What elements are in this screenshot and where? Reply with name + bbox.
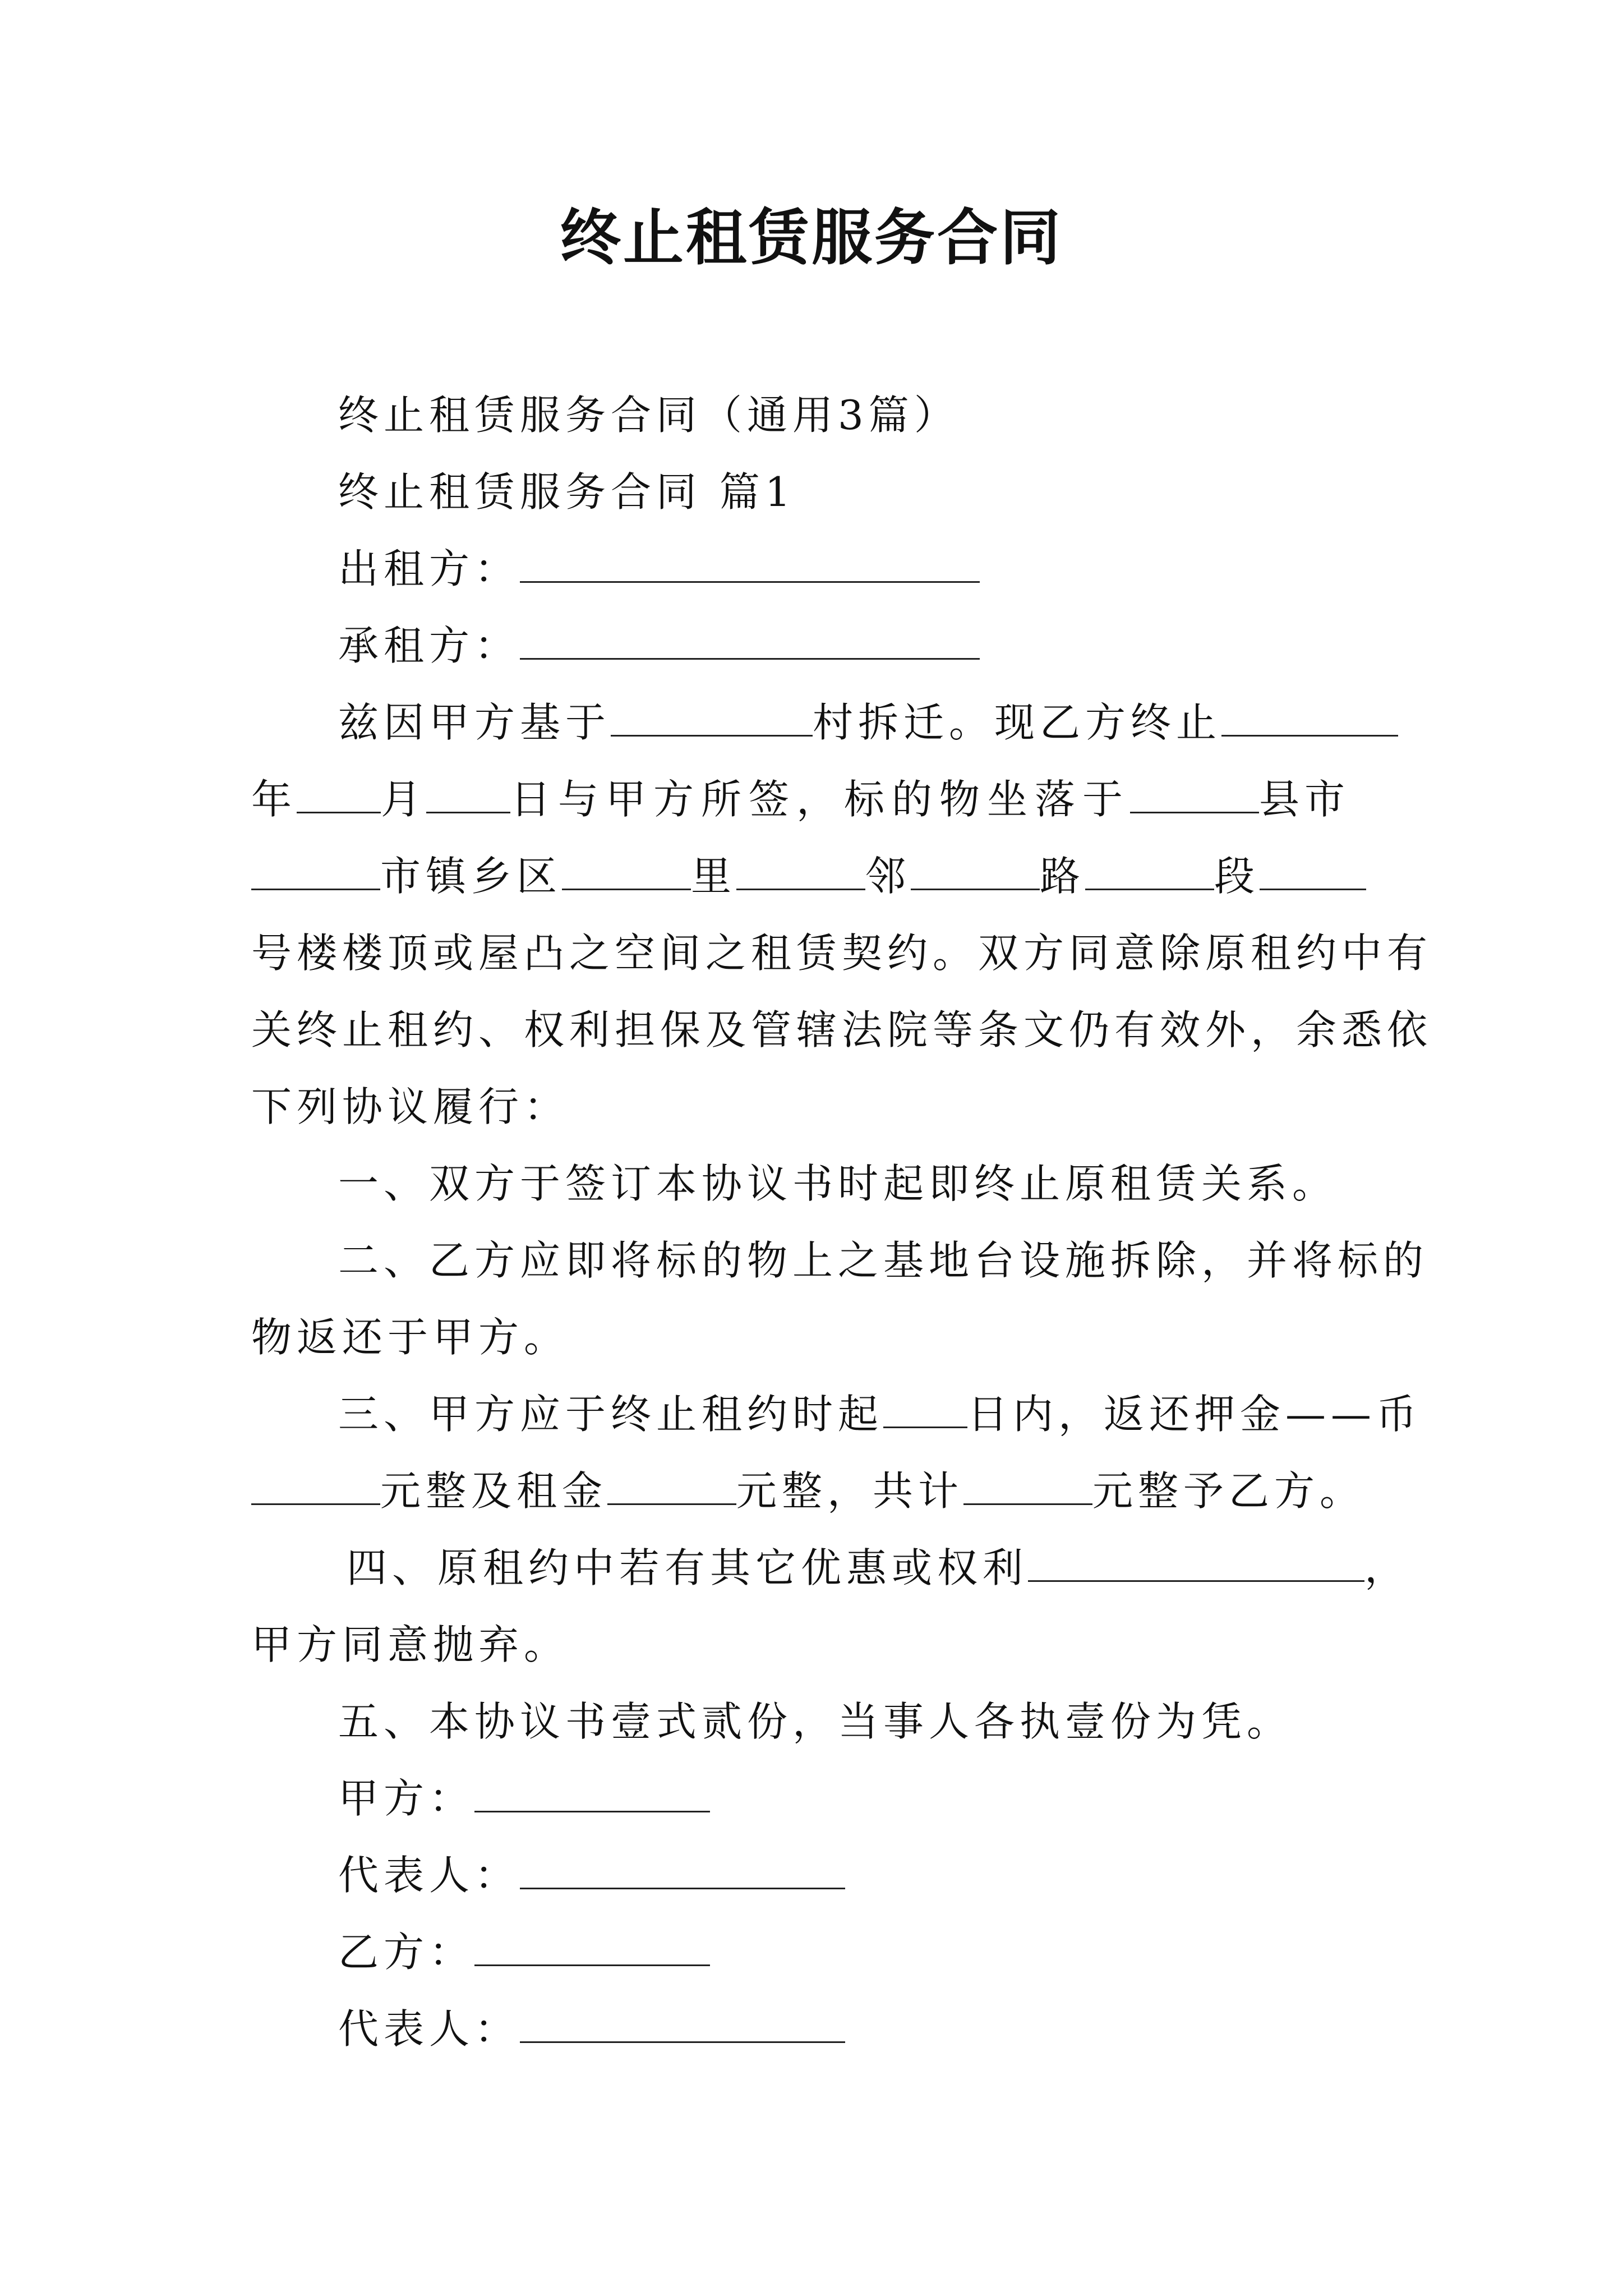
day-blank — [426, 785, 510, 813]
clause-3-line-2 — [251, 1446, 1384, 1536]
intro-text: 月 — [381, 776, 427, 823]
intro-line-5: 关终止租约、权利担保及管辖法院等条文仍有效外，余悉依 — [251, 1006, 1433, 1053]
clause-4-line-2: 甲方同意抛弃。 — [251, 1621, 570, 1668]
clause-text: 日内，返还押金——币 — [967, 1391, 1422, 1438]
intro-text: 段 — [1214, 853, 1260, 900]
clause-text: 元整，共计 — [736, 1467, 964, 1515]
intro-line-4: 号楼楼顶或屋凸之空间之租赁契约。双方同意除原租约中有 — [251, 930, 1433, 977]
clause-text: 三、甲方应于终止租约时起 — [338, 1391, 884, 1438]
rent-blank — [607, 1476, 736, 1505]
clause-2-line-2: 物返还于甲方。 — [251, 1314, 570, 1361]
year-blank — [1221, 708, 1398, 737]
rep-a-blank — [520, 1858, 845, 1889]
section-heading: 终止租赁服务合同 篇1 — [338, 468, 796, 516]
intro-text: 年 — [251, 776, 297, 823]
district-blank — [562, 862, 691, 890]
lin-blank — [911, 862, 1040, 890]
intro-text: 市镇乡区 — [380, 853, 562, 900]
lessee-label: 承租方： — [338, 622, 520, 669]
clause-text: 元整及租金 — [380, 1467, 608, 1515]
clause-4-line-1 — [251, 1523, 1410, 1613]
lessee-field — [251, 601, 1384, 691]
county-blank — [1130, 785, 1259, 813]
clause-1: 一、双方于签订本协议书时起即终止原租赁关系。 — [338, 1160, 1338, 1207]
intro-line-6: 下列协议履行： — [251, 1083, 570, 1130]
clause-2-line-1: 二、乙方应即将标的物上之基地台设施拆除，并将标的 — [338, 1237, 1429, 1284]
road-blank — [1085, 862, 1214, 890]
party-b-blank — [474, 1935, 710, 1966]
li-blank — [736, 862, 865, 890]
intro-text: 日与甲方所签，标的物坐落于 — [510, 776, 1131, 823]
intro-text: 里 — [691, 853, 737, 900]
intro-text: 邻 — [865, 853, 911, 900]
section-blank — [1260, 862, 1366, 890]
party-a-blank — [474, 1782, 710, 1812]
month-blank — [297, 785, 381, 813]
lessor-field — [251, 524, 1384, 614]
document-title: 终止租赁服务合同 — [560, 203, 1063, 273]
intro-text: 兹因甲方基于 — [338, 699, 611, 746]
lessee-blank — [520, 631, 980, 660]
city-blank — [251, 862, 380, 890]
rep-b-label: 代表人： — [338, 2005, 520, 2053]
party-a-label: 甲方： — [338, 1775, 475, 1822]
clause-text: 元整予乙方。 — [1092, 1467, 1366, 1515]
intro-line-3 — [251, 831, 1384, 921]
deposit-blank — [251, 1476, 380, 1505]
clause-3-line-1 — [251, 1369, 1422, 1459]
intro-text: 县市 — [1259, 776, 1350, 823]
clause-text: 四、原租约中若有其它优惠或权利 — [347, 1544, 1029, 1591]
rep-b-blank — [520, 2012, 845, 2043]
party-a-field — [251, 1754, 1384, 1843]
intro-line-1 — [251, 678, 1384, 767]
intro-text: 路 — [1040, 853, 1086, 900]
rep-b-field — [251, 1984, 1384, 2074]
rep-a-label: 代表人： — [338, 1852, 520, 1899]
party-b-label: 乙方： — [338, 1929, 475, 1976]
party-b-field — [251, 1907, 1384, 1997]
clause-5: 五、本协议书壹式贰份，当事人各执壹份为凭。 — [338, 1698, 1293, 1745]
rights-blank — [1028, 1553, 1364, 1582]
lessor-label: 出租方： — [338, 545, 520, 592]
intro-text: 村拆迁。现乙方终止 — [813, 699, 1222, 746]
total-blank — [963, 1476, 1092, 1505]
days-blank — [883, 1400, 967, 1428]
intro-line-2 — [251, 754, 1384, 844]
subtitle: 终止租赁服务合同（通用3篇） — [338, 392, 960, 439]
clause-text: ， — [1364, 1544, 1410, 1591]
lessor-blank — [520, 554, 980, 583]
rep-a-field — [251, 1830, 1384, 1920]
village-blank — [611, 708, 813, 737]
